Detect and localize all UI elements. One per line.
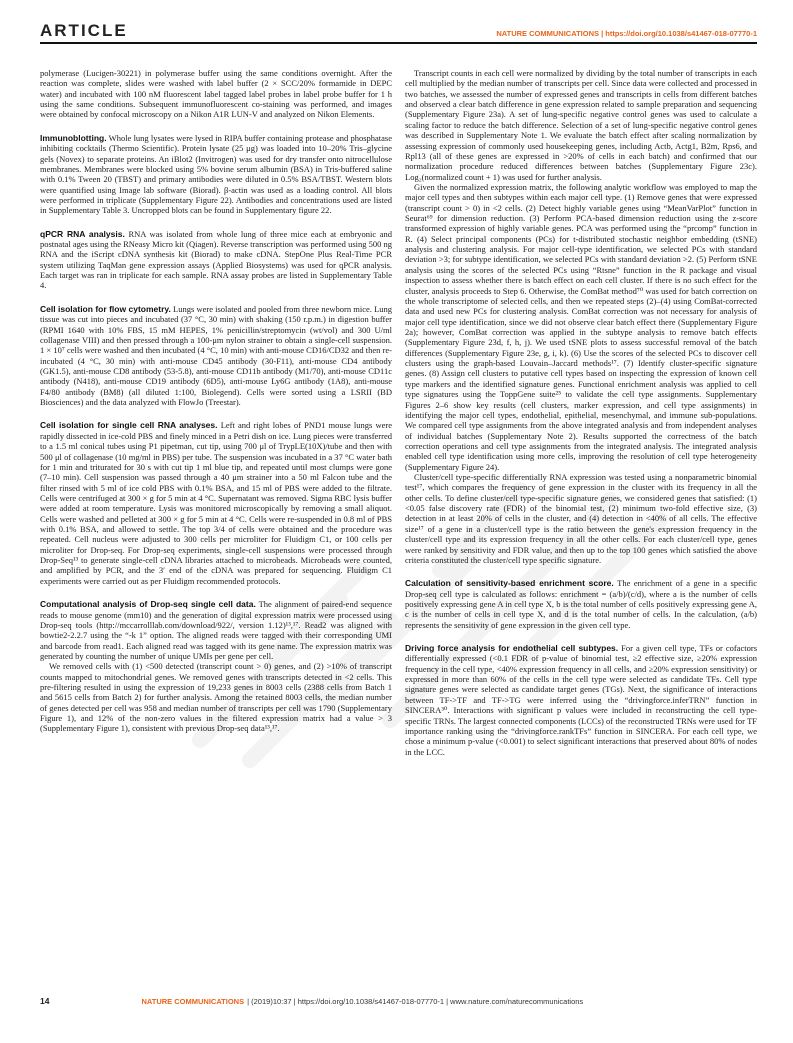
footer-journal-name: NATURE COMMUNICATIONS	[141, 997, 245, 1006]
section-body: Lungs were isolated and pooled from three newborn mice. Lung tissue was cut into pieces and incubated (37 °C, 30 min) with shaking (150 r.p.m.) in digestion buffer (RPMI 1640 with 10% FBS, 15 mM HEPES, 1% penicillin/streptomycin (wt/vol) and 300 U/ml collagenase VIII) and then pressed through a 100-μm nylon strainer to obtain a single-cell suspension. 1 × 10⁷ cells were washed and then incubated (4 °C, 10 min) with anti-mouse CD16/CD32 and then re-incubated (4 °C, 30 min) with anti-mouse CD45 antibody (30-F11), anti-mouse CD4 antibody (GK1.5), anti-mouse CD8 antibody (53-5.8), anti-mouse CD11b antibody (M1/70), anti-mouse CD11c antibody (N418), anti-mouse CD19 antibody (6D5), anti-mouse Ly6G antibody (1A8), anti-mouse F4/80 antibody (BM8) (all diluted 1:100, Biolegend). Cells were sorted using a LSRII (BD Biosciences) and the data analyzed with FlowJo (Treestar).	[40, 303, 393, 408]
section-heading: Cell isolation for flow cytometry.	[40, 303, 171, 314]
section-heading: Computational analysis of Drop-seq single cell data.	[40, 599, 256, 610]
paragraph: Given the normalized expression matrix, the following analytic workflow was employed to map the major cell types and then subtypes within each major cell type. (1) Remove genes that were expressed (transcript count > 0) in <2 cells. (2) Detect highly variable genes using “MeanVarPlot” function in Seurat⁶⁹ for dimension reduction. (3) Perform PCA-based dimension reduction using the z-score transformed expression of highly variable genes. PCA was performed using the “prcomp” function in R. (4) Select principal components (PCs) for t-distributed stochastic neighbor embedding (tSNE) analysis and clustering analysis. For major cell-type identification, we selected PCs with standard deviation >3; for subtype identification, we selected PCs with standard deviation >2. (5) Perform tSNE analysis using the scores of the selected PCs using “Rtsne” function in the R package and visual inspection to assess whether there is batch effect on each cell cluster. If there is no such effect for the cluster, analysis proceeds to Step 6. Otherwise, the ComBat method⁷⁰ was used for batch correction on the whole transcriptome of selected cells, and then we repeated steps (2)–(4) using ComBat-corrected data and used new PCs for clustering analysis. ComBat correction was not necessary for analysis of major cell type identification, since we did not observe clear batch effect there (Supplementary Figure 2a); however, ComBat correction was applied in the subtype analysis to remove batch effects (Supplementary Figure 23d, f, h, j). We used tSNE plots to assess successful removal of the batch differences (Supplementary Figure 23e, g, i, k). (6) Use the scores of the selected PCs to discover cell clusters using the graph-based Louvain–Jaccard methods¹⁷. (7) Identify cluster-specific signature genes. (8) Assign cell clusters to putative cell types based on inspecting the expression of known cell type markers and the identified signature genes. Functional enrichment analysis was applied to cell type signatures using the ToppGene suite²⁵ to validate the cell type assignments. Supplementary Figures 2–6 show key results (cell clusters, marker expression, and cell type assignments) in identifying the major cell types, endothelial, epithelial, mesenchymal, and immune sub-populations. We compared cell type assignments from the above integrated analysis and from independent analyses of individual batches (Supplementary Note 2). Results supported the correctness of the batch correction operations and cell type assignments from the integrated analysis. The integrated analysis enabled cell type identification using more cells, improving the resolution of cell type heterogeneity (Supplementary Figure 24).	[405, 181, 757, 472]
section-cell-isolation-single-cell-rna	[40, 420, 392, 586]
section-body: Whole lung lysates were lysed in RIPA buffer containing protease and phosphatase inhibiting cocktails (Thermo Scientific). Protein lysate (25 μg) was loaded into 10–20% Tris–glycine gels (Novex) to separate proteins. An iBlot2 (Invitrogen) was used for dry transfer onto nitrocellulose membranes. Membranes were blocked using 5% bovine serum albumin (BSA) in Tris-buffered saline with 0.1% Tween 20 (TBST) and primary antibodies were diluted in 0.5% BSA/TBST. Western blots were quantified using Image lab software (Biorad). β-actin was used as a loading control. All blots were performed in triplicate (Supplementary Figure 22). Antibodies and concentrations used are listed in Supplementary Table 3. Uncropped blots can be found in Supplementary figure 22.	[40, 132, 392, 216]
section-enrichment-score	[405, 578, 757, 630]
section-cell-isolation-flow-cytometry	[40, 304, 392, 408]
section-heading: Immunoblotting.	[40, 132, 107, 143]
left-column	[40, 68, 392, 757]
page-footer	[40, 996, 757, 1006]
page-header	[40, 22, 757, 44]
section-body: Left and right lobes of PND1 mouse lungs were rapidly dissected in ice-cold PBS and finely minced in a Petri dish on ice. Lung pieces were transferred to a 1.5 ml conical tubes using P1 pipetman, cut tip, using 700 μl of TrypLE(10X)/tube and then with 500 μl of collagenase (10 mg/ml in PBS) per tube. The suspension was incubated in a 37 °C water bath for 1 min and triturated for 30 s with cut tip 1 ml blue tip, and repeated until most clumps were gone (7–10 min). Cell suspension was passed through a 40 μm strainer into a 50 ml Falcon tube and the filter rinsed with 5 ml of ice cold PBS with 0.1% BSA, and 15 ml of PBS were added to the filtrate. Cells were centrifuged at 300 × g for 5 min at 4 °C. Supernatant was removed. Sigma RBC lysis buffer were added at room temperature. Lysis was monitored microscopically by removing a small aliquot. Cells were washed and pelleted at 300 × g for 5 min at 4 °C. Cells were re-suspended in 0.8 ml of PBS with 0.1% BSA, and allowed to settle. The top 3/4 of cells were obtained and the procedure was repeated. Cell nucleus were adjusted to 300 cells per microliter for Fluidigm C1, or 100 cells per microliter for Drop-seq. For Drop-seq experiments, single-cell suspensions were processed through Drop-Seq¹³ to generate single-cell cDNA libraries attached to microbeads. Microbeads were counted, and amplified by PCR, and the 3′ end of the cDNA was prepared for sequencing. Fluidigm C1 experiments were carried out as per Fluidigm recommended protocols.	[40, 420, 393, 586]
section-heading: Cell isolation for single cell RNA analyses.	[40, 420, 218, 431]
section-immunoblotting	[40, 133, 392, 216]
page-number: 14	[40, 996, 50, 1006]
paragraph: Cluster/cell type-specific differentially RNA expression was tested using a nonparametric binomial test¹⁷, which compares the frequency of gene expression in the cluster with its frequency in all the other cells. To define cluster/cell type-specific signature genes, we considered genes that satisfied: (1) <0.05 false discovery rate (FDR) of the binomial test, (2) minimum two-fold effective size, (3) detection in at least 20% of cells in the cluster, and (4) detection in <40% of all cells. The effective size¹⁷ of a gene in a cluster/cell type is the ratio between the gene's expression frequency in the cluster/cell type and its expression frequency in all the other cells. For each cluster/cell type, genes were ranked by sensitivity and FDR value, and then up to the top 100 genes which satisfied the above criteria constituted the cluster/cell type specific signature.	[405, 472, 757, 565]
two-column-body	[40, 68, 757, 757]
section-qpcr-rna-analysis	[40, 229, 392, 291]
journal-doi-header: NATURE COMMUNICATIONS | https://doi.org/10.1038/s41467-018-07770-1	[496, 28, 757, 38]
section-body: The alignment of paired-end sequence reads to mouse genome (mm10) and the generation of digital expression matrix were processed using Drop-seq tools (http://mccarrolllab.com/download/922/, version 1.12)¹³,¹⁷. Read2 was aligned with bowtie2-2.2.7 using the “-k 1” option. The aligned reads were tagged with their corresponding UMI and barcode from read1. Each aligned read was tagged with its gene name. The expression matrix was generated by counting the number of unique UMIs per gene per cell.	[40, 599, 392, 661]
paragraph: We removed cells with (1) <500 detected (transcript count > 0) genes, and (2) >10% of transcript counts mapped to mitochondrial genes. We removed genes with transcripts detected in <2 cells. This pre-filtering resulted in using the expression of 19,233 genes in 8003 cells (2388 cells from Batch 1 and 5615 cells from Batch 2) for further analysis. Among the retained 8003 cells, the median number of genes detected per cell was 958 and median number of transcripts per cell was 1790 (Supplementary Figure 1), and 12% of the non-zero values in the filtered expression matrix had a value > 3 (Supplementary Figure 1), consistent with previous Drop-seq data¹³,¹⁷.	[40, 661, 392, 734]
section-computational-analysis	[40, 599, 392, 661]
footer-citation: | (2019)10:37 | https://doi.org/10.1038/s41467-018-07770-1 | www.nature.com/naturecommunications	[247, 997, 584, 1006]
section-body: The enrichment of a gene in a specific Drop-seq cell type is calculated as follows: enrichment = (a/b)/(c/d), where a is the number of cells positively expressing gene A in cell type X, b is the total number of cells positively expressing gene A, c is the number of cells in cell type X, and d is the total number of cells. In the calculation, (a/b) represents the sensitivity of gene expression in the given cell type.	[405, 578, 757, 630]
paragraph: Transcript counts in each cell were normalized by dividing by the total number of transcripts in each cell multiplied by the median number of transcripts per cell. Since data were collected and processed in two batches, we assessed the number of expressed genes and transcripts in cells from different batches and observed a clear batch difference in gene expression related to sample preparation and sequencing (Supplementary Figure 23a). A set of lung-specific negative control genes was used to calculate a scaling factor to reduce the batch difference. Selection of a set of lung-specific negative control genes was described in Supplementary Note 1. We evaluate the batch effect after scaling normalization by assessing expression of commonly used housekeeping genes, including Actb, Actg1, B2m, Rps6, and Rpl13 (all of these genes are expressed in >20% of cells in each batch) and confirmed that our normalization procedure reduced differences between batches (Supplementary Figure 23c). Log₂(normalized count + 1) was used for further analysis.	[405, 68, 757, 182]
section-driving-force-analysis	[405, 643, 757, 757]
paragraph: polymerase (Lucigen-30221) in polymerase buffer using the same conditions overnight. After the reaction was complete, slides were washed with label buffer (2 × SCC/20% formamide in DEPC water) and incubated with 100 nM fluorescent label tagged label probes in label probe buffer for 1 h using the same conditions. Subsequent immunofluorescent co-staining was performed, and images were obtained by confocal microscopy on a Nikon A1R LUN-V and analyzed on Nikon Elements.	[40, 68, 392, 120]
section-heading: Calculation of sensitivity-based enrichment score.	[405, 578, 614, 589]
section-body: For a given cell type, TFs or cofactors differentially expressed (<0.1 FDR of p-value of binomial test, ≥2 effective size, ≥20% expression frequency in the cell type, <40% expression frequency in all cells, and ≥20% expression sensitivity) or expressed in more than 60% of the cells in the cell type were selected as candidate TFs. Cell type signature genes were selected as candidate target genes (TGs). Next, the significance of interactions between TF->TF and TF->TG were inferred using the “drivingforce.inferTRN” function in SINCERA³⁰. Interactions with significant p values were included in reconstructing the cell type-specific TRNs. The largest connected components (LCCs) of the reconstructed TRNs were used for TF importance ranking using the “drivingforce.rankTFs” function in SINCERA. For each cell type, we chose a minimum p-value (<0.001) to select significant interactions that preserved about 80% of nodes in the LCC.	[405, 643, 758, 757]
section-heading: qPCR RNA analysis.	[40, 228, 125, 239]
right-column	[405, 68, 757, 757]
article-label: ARTICLE	[40, 21, 128, 40]
section-body: RNA was isolated from whole lung of three mice each at embryonic and postnatal ages using the RNeasy Micro kit (Qiagen). Reverse transcription was performed using 500 ng RNA and the iScript cDNA synthesis kit (Biorad) to make cDNA. StepOne Plus Real-Time PCR system utilizing TaqMan gene expression assays (Applied Biosystems) was used for qPCR analysis. Each target was ran in triplicate for each sample. RNA assay probes are listed in Supplementary Table 4.	[40, 228, 393, 291]
section-heading: Driving force analysis for endothelial cell subtypes.	[405, 643, 619, 654]
